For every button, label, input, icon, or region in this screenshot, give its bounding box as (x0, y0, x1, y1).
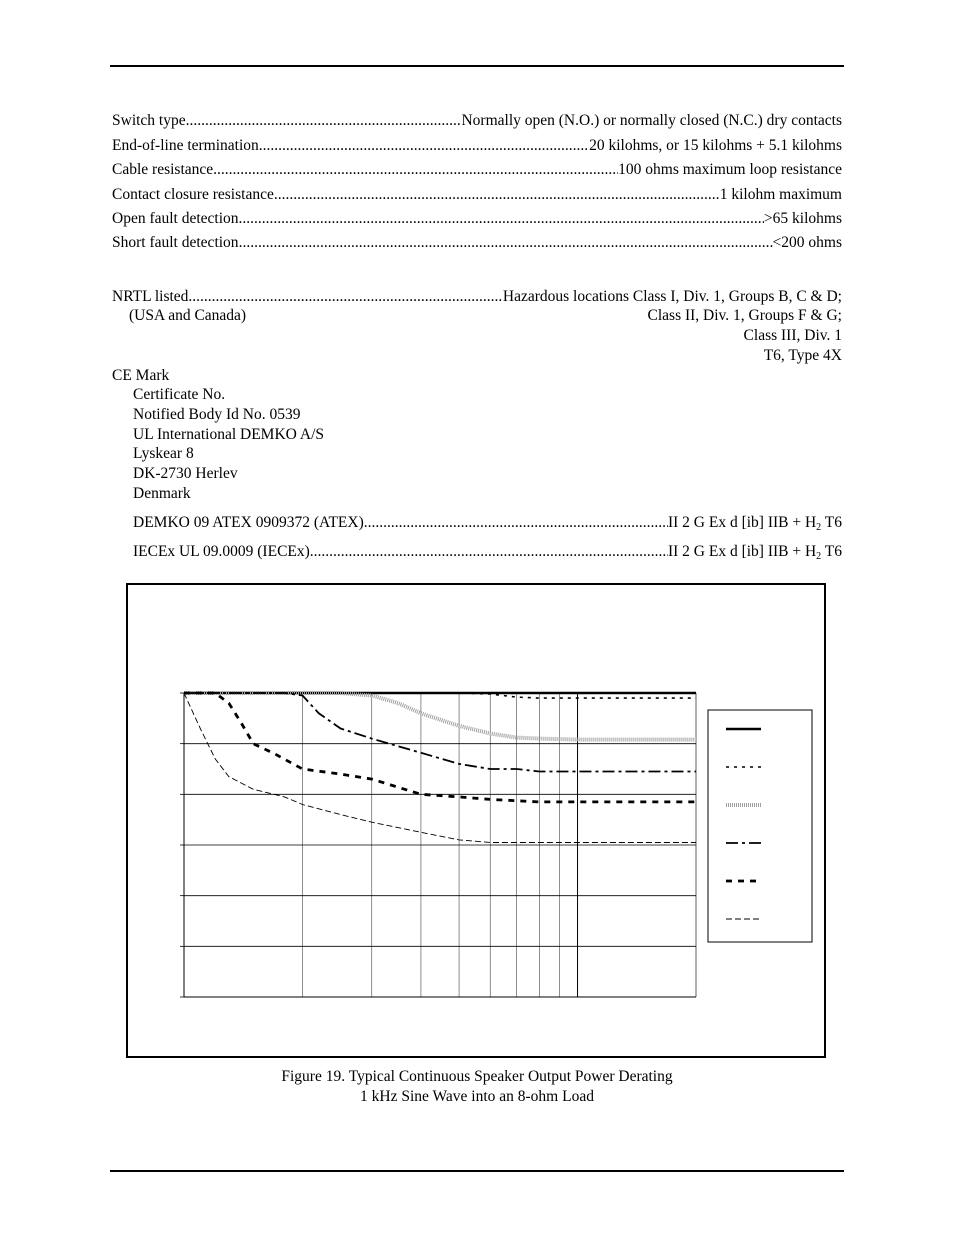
ce-line: Certificate No. (133, 386, 226, 403)
ce-line: UL International DEMKO A/S (133, 426, 324, 443)
nrtl-sublabel: (USA and Canada) (129, 307, 247, 324)
spec-row-cable-resistance: Cable resistance ..... 100 ohms maximum loop resistance (112, 161, 842, 181)
header-rule (110, 65, 844, 67)
footer-rule (110, 1170, 844, 1172)
nrtl-line-2: Class II, Div. 1, Groups F & G; (647, 307, 842, 324)
series-line-4 (184, 693, 696, 772)
ce-line: Lyskear 8 (133, 445, 194, 462)
spec-row-end-of-line: End-of-line termination ..... 20 kilohms, or 15 kilohms + 5.1 kilohms (112, 137, 842, 157)
spec-row-switch-type: Switch type ..... Normally open (N.O.) or normally closed (N.C.) dry contacts (112, 112, 842, 132)
chart-frame (126, 583, 826, 1058)
nrtl-line-3: Class III, Div. 1 (743, 327, 842, 344)
ce-line: Notified Body Id No. 0539 (133, 406, 301, 423)
ce-line: DK-2730 Herlev (133, 465, 238, 482)
figure-caption: Figure 19. Typical Continuous Speaker Output Power Derating (281, 1068, 673, 1085)
nrtl-line-4: T6, Type 4X (763, 347, 842, 364)
spec-row-open-fault: Open fault detection ..... >65 kilohms (112, 210, 842, 230)
cert-row-atex: DEMKO 09 ATEX 0909372 (ATEX) ..... II 2 G Ex d [ib] IIB + $H_2$ T6 (133, 514, 842, 534)
figure-subcaption: 1 kHz Sine Wave into an 8-ohm Load (360, 1088, 594, 1105)
derating-chart (128, 585, 824, 1056)
series-line-5 (184, 693, 696, 802)
spec-row-short-fault: Short fault detection ..... <200 ohms (112, 234, 842, 254)
nrtl-row: NRTL listed ..... Hazardous locations Class I, Div. 1, Groups B, C & D; (112, 288, 842, 308)
series-line-3 (184, 693, 696, 740)
series-line-6 (184, 693, 696, 843)
spec-row-contact-closure: Contact closure resistance ..... 1 kilohm maximum (112, 186, 842, 206)
ce-line: Denmark (133, 485, 191, 502)
legend-box (708, 710, 812, 942)
cert-row-iecex: IECEx UL 09.0009 (IECEx) ..... II 2 G Ex d [ib] IIB + $H_2$ T6 (133, 543, 842, 563)
ce-label: CE Mark (112, 367, 170, 384)
